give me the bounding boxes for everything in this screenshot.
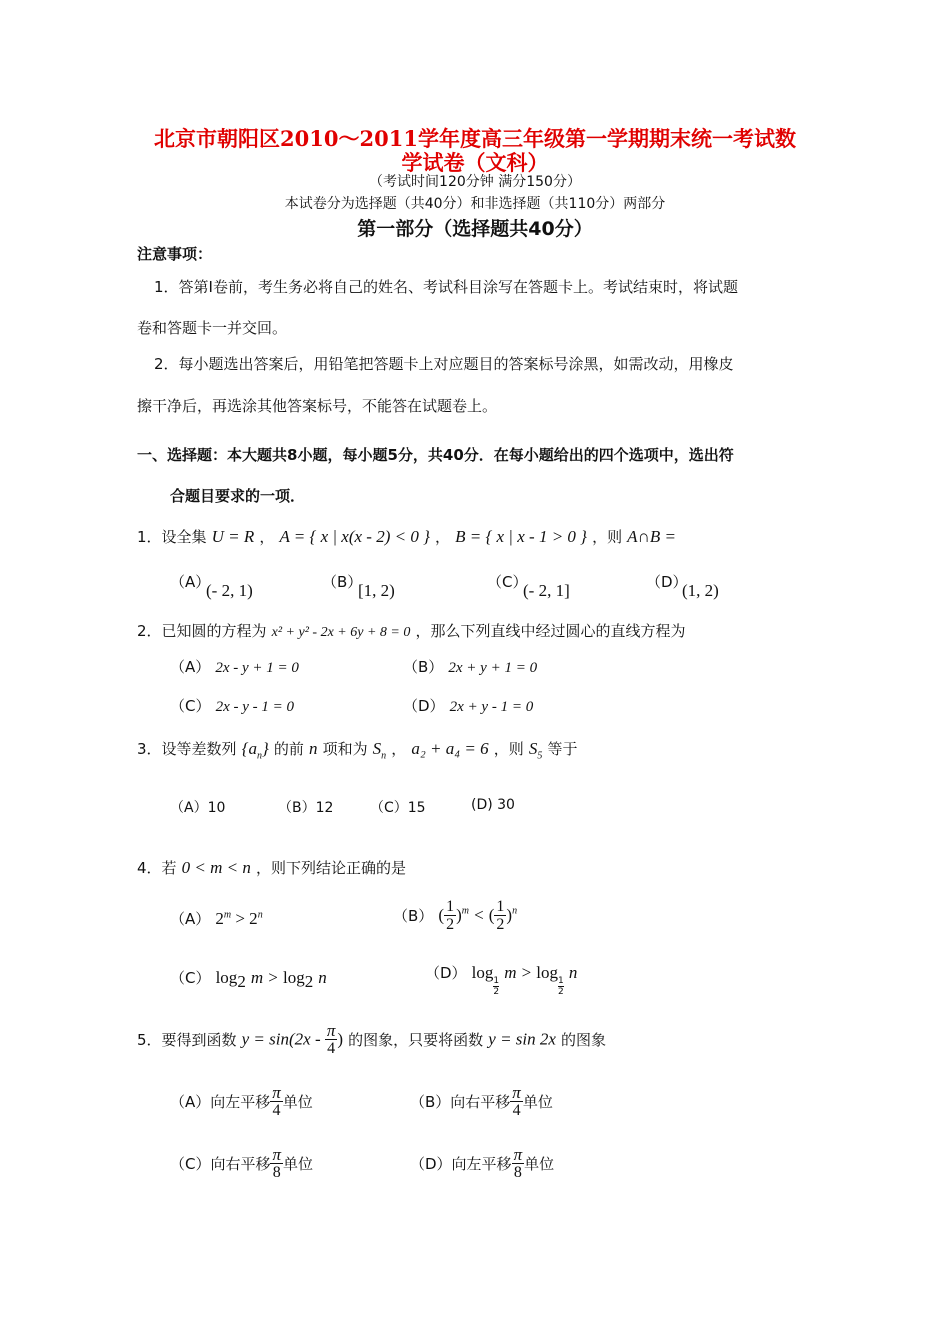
q3-comma: ， xyxy=(391,740,407,758)
q1-comma: ， xyxy=(259,528,275,546)
q3-s-sub: n xyxy=(381,750,387,762)
question-5 xyxy=(137,1022,606,1057)
q4-d-gt: > xyxy=(521,963,532,982)
q1-option-a-value: (- 2, 1) xyxy=(206,581,253,600)
q2-option-c xyxy=(170,695,294,716)
q4-a-exp-n: n xyxy=(257,909,263,921)
q5-option-b-label: （B）向右平移 xyxy=(410,1093,511,1111)
time-note: （考试时间120分钟 满分150分） xyxy=(369,174,581,190)
q4-c-base2: 2 xyxy=(304,972,314,992)
q3-end: 等于 xyxy=(547,740,578,758)
part1-title: 第一部分（选择题共40分） xyxy=(357,218,593,240)
q5-option-b xyxy=(410,1084,553,1119)
question-1 xyxy=(137,526,676,547)
q5-end: 的图象 xyxy=(561,1031,607,1049)
q3-option-d: (D) 30 xyxy=(471,797,515,813)
q3-lead: 3．设等差数列 xyxy=(137,740,237,758)
q5-b-frac xyxy=(510,1084,523,1119)
q5-b-den: 4 xyxy=(512,1102,521,1119)
q3-s5-sub: 5 xyxy=(537,750,543,762)
question-3 xyxy=(137,738,577,761)
q1-option-d-label: （D） xyxy=(646,573,688,591)
q5-a-den: 4 xyxy=(272,1102,281,1119)
q4-option-d xyxy=(425,962,577,997)
q4-c-log2: log xyxy=(282,968,305,987)
q5-mid: 的图象，只要将函数 xyxy=(348,1031,484,1049)
q4-option-c-label: （C） xyxy=(170,969,211,987)
q2-circle-equation: x² + y² - 2x + 6y + 8 = 0 xyxy=(271,625,411,640)
notice-item2-line1: 2．每小题选出答案后，用铅笔把答题卡上对应题目的答案标号涂黑，如需改动，用橡皮 xyxy=(154,355,734,373)
q4-d-base1-den: 2 xyxy=(493,987,500,997)
q2-option-b-value: 2x + y + 1 = 0 xyxy=(448,660,538,676)
q4-b-exp-m: m xyxy=(461,905,469,917)
q4-rest: ，则下列结论正确的是 xyxy=(255,859,406,877)
q3-mid1: 的前 xyxy=(273,740,304,758)
q1-set-b: B = { x | x - 1 > 0 } xyxy=(455,527,587,546)
q5-function1-post: ) xyxy=(337,1029,344,1049)
q4-option-a xyxy=(170,908,263,929)
q5-option-d xyxy=(410,1146,554,1181)
q4-option-b xyxy=(393,898,517,933)
q5-a-unit: 单位 xyxy=(282,1093,313,1111)
section1-heading-line2: 合题目要求的一项． xyxy=(170,487,306,505)
q5-option-d-label: （D）向左平移 xyxy=(410,1155,512,1173)
q5-four: 4 xyxy=(327,1040,336,1057)
q4-c-log1: log xyxy=(215,968,238,987)
q4-option-a-value xyxy=(215,909,262,928)
q4-c-n: n xyxy=(318,968,327,987)
q2-option-d xyxy=(403,695,533,716)
q1-option-c-value: (- 2, 1] xyxy=(523,581,570,600)
q2-option-b-label: （B） xyxy=(403,658,444,676)
q1-ask: A∩B = xyxy=(627,527,676,546)
q3-then: ，则 xyxy=(493,740,524,758)
q4-a-gt: > 2 xyxy=(231,909,258,928)
q5-function1-pre: y = sin(2x - xyxy=(241,1029,325,1049)
notice-item1-line2: 卷和答题卡一并交回。 xyxy=(137,319,288,337)
q5-option-c xyxy=(170,1146,313,1181)
q5-pi: π xyxy=(326,1021,336,1040)
q5-b-unit: 单位 xyxy=(522,1093,553,1111)
q5-a-frac xyxy=(270,1084,283,1119)
q4-option-b-label: （B） xyxy=(393,907,434,925)
q3-option-c: （C）15 xyxy=(370,800,426,816)
q3-option-b: （B）12 xyxy=(278,800,334,816)
q4-c-base1: 2 xyxy=(237,972,246,992)
q4-d-base2 xyxy=(558,976,564,997)
q4-option-a-label: （A） xyxy=(170,910,211,928)
q3-condition: a₂ + a₄ = 6 xyxy=(411,739,489,758)
q1-universal-set: U = R xyxy=(211,527,255,546)
q5-c-unit: 单位 xyxy=(283,1155,314,1173)
q4-d-base2-den: 2 xyxy=(558,987,564,997)
q4-condition: 0 < m < n xyxy=(181,858,251,877)
q2-option-c-value: 2x - y - 1 = 0 xyxy=(215,699,295,715)
q4-b-open1: ( xyxy=(438,905,445,925)
q5-lead: 5．要得到函数 xyxy=(137,1031,237,1049)
q3-n: n xyxy=(308,739,318,758)
q5-a-pi: π xyxy=(272,1083,281,1102)
q4-lead: 4．若 xyxy=(137,859,177,877)
q3-s5-s: S xyxy=(528,739,538,758)
q5-function2: y = sin 2x xyxy=(488,1029,556,1049)
q4-b-frac2-num: 1 xyxy=(496,898,505,915)
q5-c-frac xyxy=(270,1146,283,1181)
q4-option-c xyxy=(170,967,327,992)
q4-c-gt: > xyxy=(268,968,278,987)
q3-sum xyxy=(372,739,387,762)
q4-b-close2: ) xyxy=(506,905,513,925)
parts-note: 本试卷分为选择题（共40分）和非选择题（共110分）两部分 xyxy=(284,196,666,212)
q2-option-d-label: （D） xyxy=(403,697,445,715)
q5-option-a xyxy=(170,1084,313,1119)
q4-b-frac1-den: 2 xyxy=(446,916,455,933)
q5-d-unit: 单位 xyxy=(524,1155,555,1173)
q1-option-d-value: (1, 2) xyxy=(682,581,719,600)
q4-d-n: n xyxy=(568,963,578,982)
question-4 xyxy=(137,857,406,878)
q4-b-frac1 xyxy=(444,898,456,933)
exam-title-line1: 北京市朝阳区2010～2011学年度高三年级第一学期期末统一考试数 xyxy=(154,126,796,151)
q1-option-b-value: [1, 2) xyxy=(358,581,395,600)
question-2 xyxy=(137,620,685,641)
q2-option-b xyxy=(403,656,537,677)
q2-option-c-label: （C） xyxy=(170,697,211,715)
q4-a-base: 2 xyxy=(215,909,224,928)
q3-mid2: 项和为 xyxy=(322,740,368,758)
section1-heading-line1: 一、选择题：本大题共8小题，每小题5分，共40分．在每小题给出的四个选项中，选出符 xyxy=(137,446,734,464)
q1-comma: ， xyxy=(435,528,451,546)
q5-c-den: 8 xyxy=(272,1164,281,1181)
q5-pi-over-4 xyxy=(325,1022,338,1057)
q4-a-exp-m: m xyxy=(223,909,232,921)
q3-s5 xyxy=(528,739,543,762)
q5-c-pi: π xyxy=(272,1145,282,1164)
q4-d-log1: log xyxy=(471,963,494,982)
q3-seq-sub: n xyxy=(256,750,262,762)
q2-option-a-value: 2x - y + 1 = 0 xyxy=(215,660,299,676)
q5-d-frac xyxy=(512,1146,525,1181)
q4-d-m: m xyxy=(504,963,517,982)
q2-lead: 2．已知圆的方程为 xyxy=(137,622,267,640)
q1-lead: 1．设全集 xyxy=(137,528,207,546)
q5-option-c-label: （C）向右平移 xyxy=(170,1155,271,1173)
q4-c-m: m xyxy=(250,968,264,987)
q2-rest: ，那么下列直线中经过圆心的直线方程为 xyxy=(415,622,686,640)
q4-b-lt: < xyxy=(474,905,484,925)
q3-seq-end: } xyxy=(261,739,269,758)
q3-seq-text: {a xyxy=(241,739,257,758)
q4-b-exp-n: n xyxy=(512,905,518,917)
notice-item2-line2: 擦干净后，再选涂其他答案标号，不能答在试题卷上。 xyxy=(137,397,498,415)
q3-s: S xyxy=(372,739,382,758)
notice-item1-line1: 1．答第Ⅰ卷前，考生务必将自己的姓名、考试科目涂写在答题卡上。考试结束时，将试题 xyxy=(154,278,738,296)
q4-b-frac1-num: 1 xyxy=(446,898,455,915)
q4-b-close1: ) xyxy=(456,905,462,925)
q4-d-base1-num: 1 xyxy=(493,976,500,986)
q2-option-a-label: （A） xyxy=(170,658,211,676)
q5-d-den: 8 xyxy=(513,1164,522,1181)
q4-b-open2: ( xyxy=(488,905,495,925)
q4-b-frac2-den: 2 xyxy=(496,916,505,933)
q1-option-b-label: （B） xyxy=(322,573,363,591)
q2-option-d-value: 2x + y - 1 = 0 xyxy=(449,699,534,715)
notice-heading: 注意事项： xyxy=(137,245,213,263)
q4-d-base1 xyxy=(493,976,499,997)
q2-option-a xyxy=(170,656,299,677)
q1-option-a-label: （A） xyxy=(170,573,211,591)
q3-sequence xyxy=(241,739,269,762)
q4-d-base2-num: 1 xyxy=(558,976,564,986)
q4-b-frac2 xyxy=(494,898,506,933)
q5-b-pi: π xyxy=(512,1083,521,1102)
q1-option-c-label: （C） xyxy=(487,573,528,591)
q1-then: ，则 xyxy=(592,528,623,546)
q5-d-pi: π xyxy=(513,1145,523,1164)
exam-title-line2: 学试卷（文科） xyxy=(401,150,549,175)
q4-option-d-label: （D） xyxy=(425,964,467,982)
q5-option-a-label: （A）向左平移 xyxy=(170,1093,271,1111)
q3-option-a: （A）10 xyxy=(170,800,226,816)
q1-set-a: A = { x | x(x - 2) < 0 } xyxy=(279,527,430,546)
q4-d-log2: log xyxy=(536,963,559,982)
